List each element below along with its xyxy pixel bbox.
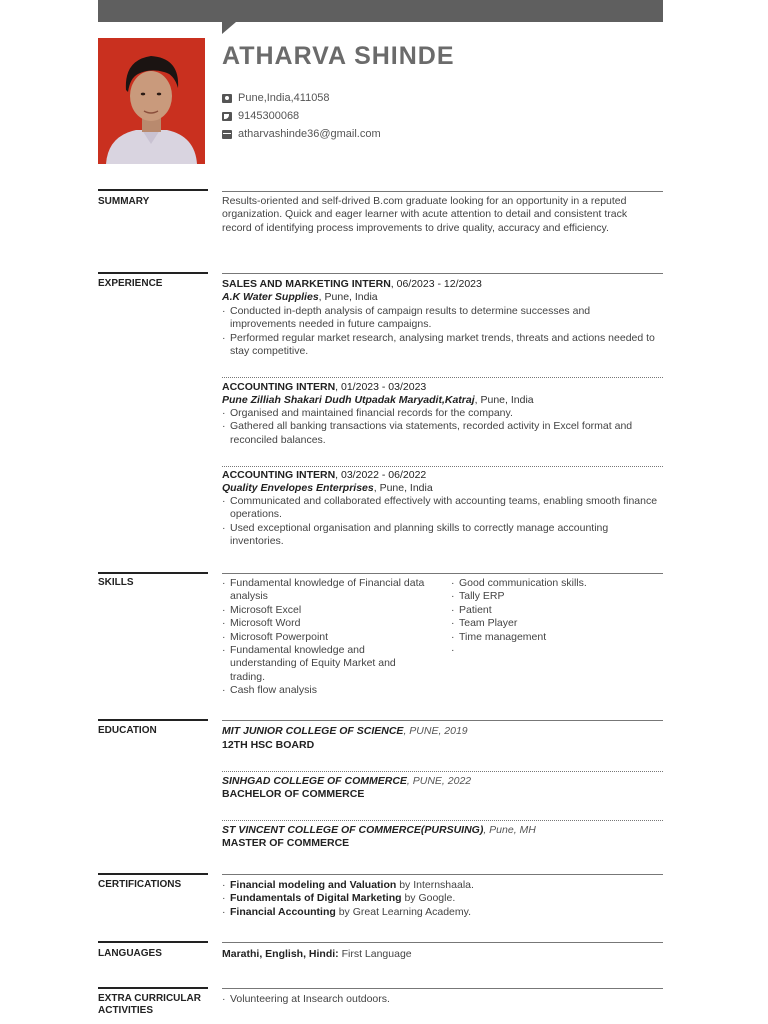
languages-list: Marathi, English, Hindi: xyxy=(222,948,339,960)
job-role: SALES AND MARKETING INTERN xyxy=(222,278,391,290)
section-rule xyxy=(98,189,208,191)
school-line xyxy=(222,824,536,837)
phone-row xyxy=(222,110,299,122)
company-name: A.K Water Supplies xyxy=(222,291,319,303)
company-name: Quality Envelopes Enterprises xyxy=(222,482,374,494)
list-item: · Organised and maintained financial records for the company. xyxy=(222,407,658,420)
list-item: · Good communication skills. xyxy=(451,577,656,590)
school-place: , PUNE, 2022 xyxy=(406,775,472,787)
section-rule xyxy=(98,873,208,875)
extra-title-line1: EXTRA CURRICULAR xyxy=(98,993,201,1004)
languages-title: LANGUAGES xyxy=(98,948,162,959)
section-rule xyxy=(222,874,663,875)
job-dates: , 06/2023 - 12/2023 xyxy=(390,278,482,290)
list-item: · Conducted in-depth analysis of campaign results to determine successes and improvements needed in future campaigns. xyxy=(222,305,658,332)
certifications-list xyxy=(222,879,658,919)
cert-name: Fundamentals of Digital Marketing xyxy=(230,892,402,905)
company-name: Pune Zilliah Shakari Dudh Utpadak Maryadit,Katraj xyxy=(222,394,475,406)
summary-title: SUMMARY xyxy=(98,196,150,207)
education-title: EDUCATION xyxy=(98,725,157,736)
list-item xyxy=(222,892,658,905)
header-notch xyxy=(222,22,236,34)
email-row[interactable] xyxy=(222,128,381,140)
entry-divider xyxy=(222,466,663,467)
location-text: Pune,India,411058 xyxy=(238,92,330,104)
summary-text: Results-oriented and self-drived B.com graduate looking for an opportunity in a reputed organization. Quick and eager learner with acute attention to detail and consistent track record of identifying process improvements to drive quality, accuracy and efficiency. xyxy=(222,195,628,234)
languages-line xyxy=(222,948,412,960)
job-company xyxy=(222,394,534,407)
school-place: , Pune, MH xyxy=(483,824,536,836)
extra-list xyxy=(222,993,658,1006)
job-bullets xyxy=(222,495,658,549)
profile-photo xyxy=(98,38,205,164)
section-rule xyxy=(98,719,208,721)
school-name: MIT JUNIOR COLLEGE OF SCIENCE xyxy=(222,725,404,737)
section-rule xyxy=(98,272,208,274)
skills-right-list xyxy=(451,577,656,644)
job-heading xyxy=(222,469,426,482)
cert-issuer: by Great Learning Academy. xyxy=(335,905,472,918)
section-rule xyxy=(222,720,663,721)
languages-note: First Language xyxy=(338,948,412,960)
email-text[interactable]: atharvashinde36@gmail.com xyxy=(238,128,381,140)
job-heading xyxy=(222,381,426,394)
list-item: · Time management xyxy=(451,631,656,644)
degree: 12TH HSC BOARD xyxy=(222,739,315,751)
candidate-name: ATHARVA SHINDE xyxy=(222,42,455,70)
section-rule xyxy=(222,988,663,989)
list-item xyxy=(222,906,658,919)
company-location: , Pune, India xyxy=(318,291,378,303)
list-item: · Fundamental knowledge of Financial data analysis xyxy=(222,577,432,604)
location-row xyxy=(222,92,330,104)
job-heading xyxy=(222,278,482,291)
job-bullets xyxy=(222,407,658,447)
list-item: · Microsoft Word xyxy=(222,617,432,630)
location-pin-icon xyxy=(222,94,232,103)
company-location: , Pune, India xyxy=(474,394,534,406)
cert-name: Financial Accounting xyxy=(230,905,336,918)
list-item: · Microsoft Powerpoint xyxy=(222,631,432,644)
list-item xyxy=(222,879,658,892)
phone-icon xyxy=(222,112,232,121)
section-rule xyxy=(222,191,663,192)
section-rule xyxy=(222,942,663,943)
entry-divider xyxy=(222,771,663,772)
header-bar xyxy=(98,0,663,22)
section-rule xyxy=(98,987,208,989)
list-item: · Performed regular market research, analysing market trends, threats and actions needed to stay competitive. xyxy=(222,332,658,359)
job-dates: , 01/2023 - 03/2023 xyxy=(335,381,427,393)
email-icon xyxy=(222,130,232,139)
list-item: · Fundamental knowledge and understanding of Equity Market and trading. xyxy=(222,644,432,684)
list-item: · Microsoft Excel xyxy=(222,604,432,617)
skills-left-list xyxy=(222,577,432,698)
degree: MASTER OF COMMERCE xyxy=(222,837,350,849)
school-name: SINHGAD COLLEGE OF COMMERCE xyxy=(222,775,407,787)
section-rule xyxy=(98,572,208,574)
list-item: · Volunteering at Insearch outdoors. xyxy=(222,993,658,1006)
job-company xyxy=(222,291,378,304)
job-dates: , 03/2022 - 06/2022 xyxy=(335,469,427,481)
school-name: ST VINCENT COLLEGE OF COMMERCE(PURSUING) xyxy=(222,824,484,836)
section-rule xyxy=(222,273,663,274)
job-bullets xyxy=(222,305,658,359)
list-item: · Team Player xyxy=(451,617,656,630)
school-line xyxy=(222,725,468,738)
company-location: , Pune, India xyxy=(373,482,433,494)
job-role: ACCOUNTING INTERN xyxy=(222,469,336,481)
skills-title: SKILLS xyxy=(98,577,134,588)
section-rule xyxy=(98,941,208,943)
degree: BACHELOR OF COMMERCE xyxy=(222,788,365,800)
phone-text: 9145300068 xyxy=(238,110,300,122)
cert-issuer: by Internshaala. xyxy=(396,879,474,891)
cert-issuer: by Google. xyxy=(401,892,456,905)
list-item: · Communicated and collaborated effectively with accounting teams, enabling smooth finance operations. xyxy=(222,495,658,522)
section-rule xyxy=(222,573,663,574)
list-item: · Gathered all banking transactions via statements, recorded activity in Excel format and reconciled balances. xyxy=(222,420,658,447)
list-item: · Used exceptional organisation and planning skills to correctly manage accounting inventories. xyxy=(222,522,658,549)
entry-divider xyxy=(222,820,663,821)
certifications-title: CERTIFICATIONS xyxy=(98,879,182,890)
experience-title: EXPERIENCE xyxy=(98,278,163,289)
extra-title xyxy=(98,993,201,1017)
school-line xyxy=(222,775,471,788)
extra-title-line2: ACTIVITIES xyxy=(98,1005,154,1016)
list-item: · Tally ERP xyxy=(451,590,656,603)
entry-divider xyxy=(222,377,663,378)
list-item: · Patient xyxy=(451,604,656,617)
job-role: ACCOUNTING INTERN xyxy=(222,381,336,393)
school-place: , PUNE, 2019 xyxy=(403,725,468,737)
list-item: · Cash flow analysis xyxy=(222,684,432,697)
cert-name: Financial modeling and Valuation xyxy=(230,879,397,891)
job-company xyxy=(222,482,433,495)
